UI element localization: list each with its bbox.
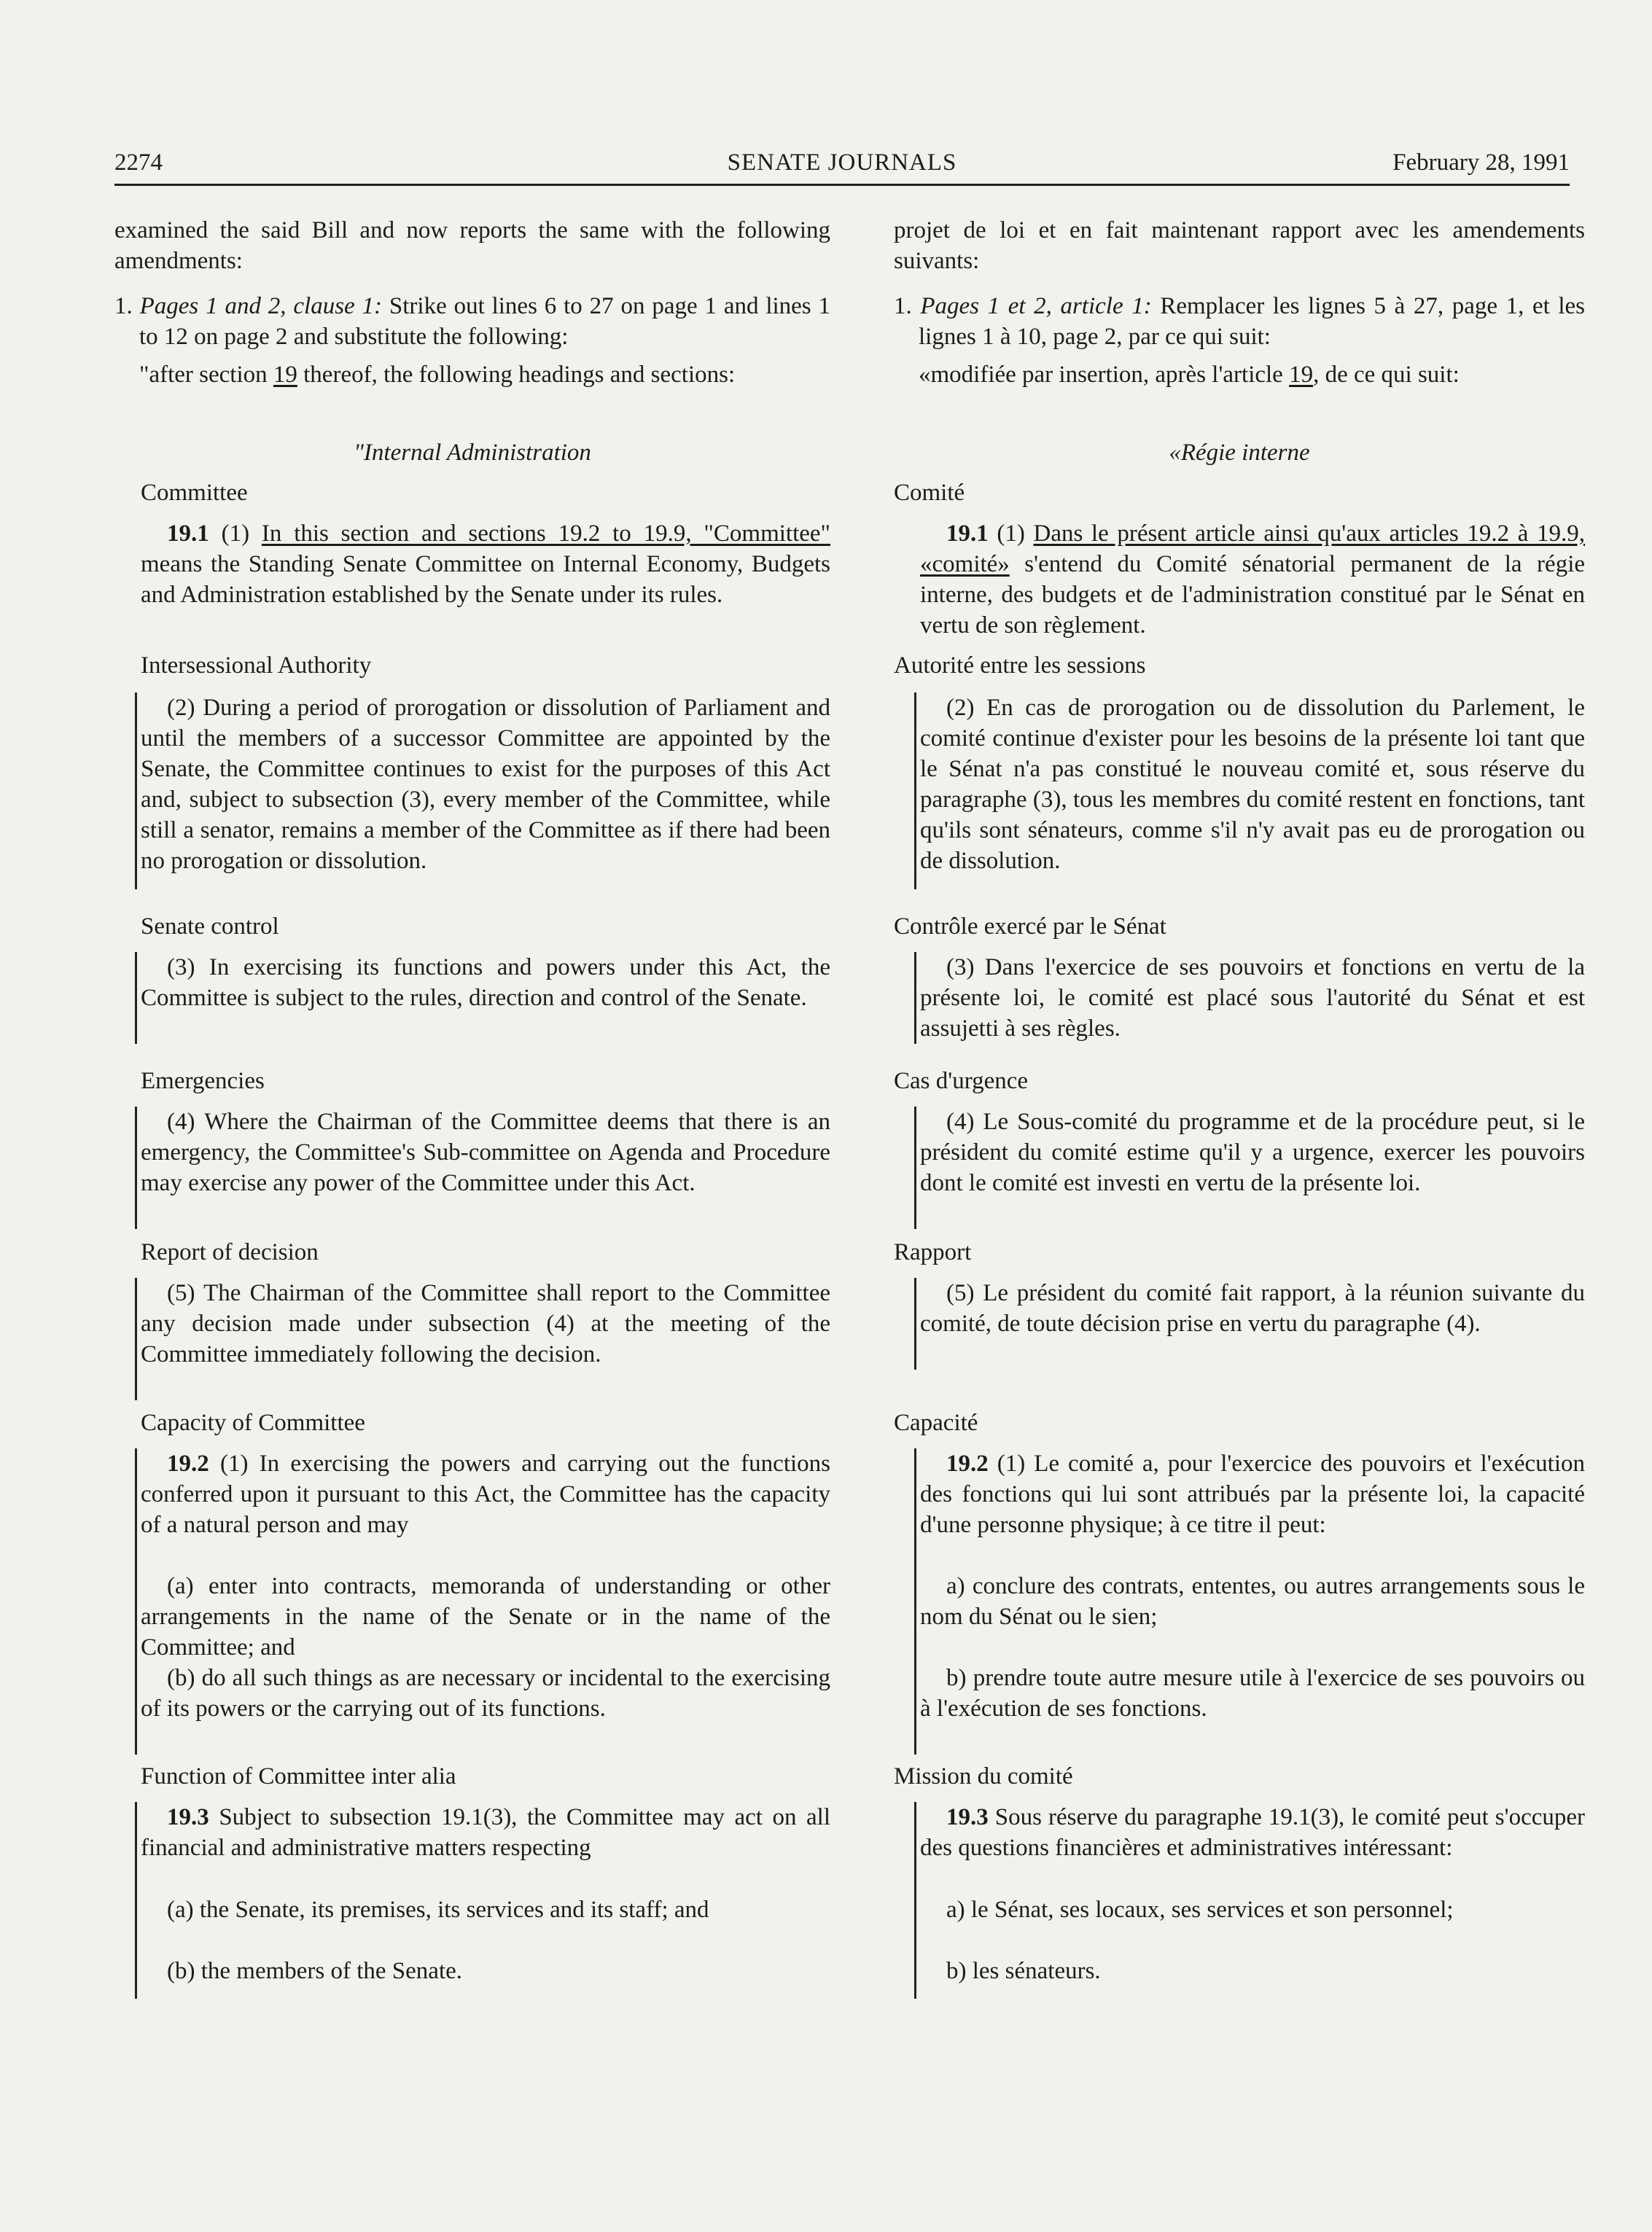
page-number: 2274 xyxy=(114,149,163,176)
subsection-2-fr: (2) En cas de prorogation ou de dissolution du Parlement, le comité continue d'exister pour les besoins de la présente loi tant que le Sénat n'a pas constitué le nouveau comité et, sous réserve du paragraphe (3), tous les membres du comité restent en fonctions, tant qu'ils sont sénateurs, comme s'il n'y avait pas eu de prorogation ou de dissolution. xyxy=(920,695,1585,874)
amendment-quote: "after section 19 thereof, the following headings and sections: xyxy=(139,362,736,388)
heading-report-fr: Rapport xyxy=(894,1239,972,1265)
section-19-1: 19.1 (1) In this section and sections 19.2 to 19.9, "Committee" means the Standing Senate Committee on Internal Economy, Budgets and Administration established by the Senate under its rules. xyxy=(141,520,831,608)
section-19-2-a: (a) enter into contracts, memoranda of understanding or other arrangements in the name of the Senate or in the name of the Committee; and xyxy=(141,1573,830,1661)
section-19-3-b: (b) the members of the Senate. xyxy=(167,1958,463,1984)
section-19-2-b: (b) do all such things as are necessary or incidental to the exercising of its powers or the carrying out of its functions. xyxy=(141,1665,830,1722)
heading-emergencies-fr: Cas d'urgence xyxy=(894,1068,1029,1094)
section-title: "Internal Administration xyxy=(354,440,591,466)
section-19-3-a: (a) the Senate, its premises, its services and its staff; and xyxy=(167,1897,709,1923)
amendment-instruction-fr: 1. Pages 1 et 2, article 1: Remplacer les lignes 5 à 27, page 1, et les lignes 1 à 10, page 2, par ce qui suit: xyxy=(894,293,1586,350)
heading-senate-control: Senate control xyxy=(141,913,279,940)
subsection-3: (3) In exercising its functions and powers under this Act, the Committee is subject to the rules, direction and control of the Senate. xyxy=(141,954,830,1011)
heading-intersessional: Intersessional Authority xyxy=(141,652,372,679)
section-19-1-fr: 19.1 (1) Dans le présent article ainsi qu'aux articles 19.2 à 19.9, «comité» s'entend du Comité sénatorial permanent de la régie interne, des budgets et de l'administration constitué par le Sénat en vertu de son règlement. xyxy=(920,520,1586,639)
section-19-3-fr: 19.3 Sous réserve du paragraphe 19.1(3), le comité peut s'occuper des questions financières et administratives intéressant: xyxy=(920,1804,1585,1861)
intro-text: examined the said Bill and now reports the same with the following amendments: xyxy=(114,217,830,274)
heading-emergencies: Emergencies xyxy=(141,1068,265,1094)
subsection-5: (5) The Chairman of the Committee shall report to the Committee any decision made under subsection (4) at the meeting of the Committee immediately following the decision. xyxy=(141,1280,830,1367)
section-19-2: 19.2 (1) In exercising the powers and carrying out the functions conferred upon it pursuant to this Act, the Committee has the capacity of a natural person and may xyxy=(141,1451,830,1538)
subsection-4-fr: (4) Le Sous-comité du programme et de la procédure peut, si le président du comité estime qu'il y a urgence, exercer les pouvoirs dont le comité est investi en vertu de la présente loi. xyxy=(920,1109,1585,1196)
heading-capacity-fr: Capacité xyxy=(894,1410,978,1436)
amendment-instruction: 1. Pages 1 and 2, clause 1: Strike out lines 6 to 27 on page 1 and lines 1 to 12 on page 2 and substitute the following: xyxy=(114,293,831,350)
amendment-quote-fr: «modifiée par insertion, après l'article 19, de ce qui suit: xyxy=(919,362,1460,388)
section-title-fr: «Régie interne xyxy=(1169,440,1310,466)
subsection-5-fr: (5) Le président du comité fait rapport, à la réunion suivante du comité, de toute décision prise en vertu du paragraphe (4). xyxy=(920,1280,1585,1337)
page-header xyxy=(114,147,1570,186)
subsection-3-fr: (3) Dans l'exercice de ses pouvoirs et fonctions en vertu de la présente loi, le comité est placé sous l'autorité du Sénat et est assujetti à ses règles. xyxy=(920,954,1585,1042)
section-19-3-b-fr: b) les sénateurs. xyxy=(946,1958,1101,1984)
heading-intersessional-fr: Autorité entre les sessions xyxy=(894,652,1146,679)
heading-committee-fr: Comité xyxy=(894,480,965,506)
heading-report: Report of decision xyxy=(141,1239,319,1265)
section-19-3-a-fr: a) le Sénat, ses locaux, ses services et son personnel; xyxy=(946,1897,1454,1923)
heading-committee: Committee xyxy=(141,480,248,506)
intro-text-fr: projet de loi et en fait maintenant rapport avec les amendements suivants: xyxy=(894,217,1585,274)
section-19-2-fr: 19.2 (1) Le comité a, pour l'exercice des pouvoirs et l'exécution des fonctions qui lui sont attribués par la présente loi, la capacité d'une personne physique; à ce titre il peut: xyxy=(920,1451,1585,1538)
subsection-4: (4) Where the Chairman of the Committee deems that there is an emergency, the Committee's Sub-committee on Agenda and Procedure may exercise any power of the Committee under this Act. xyxy=(141,1109,830,1196)
heading-function-fr: Mission du comité xyxy=(894,1763,1073,1790)
heading-senate-control-fr: Contrôle exercé par le Sénat xyxy=(894,913,1166,940)
heading-function: Function of Committee inter alia xyxy=(141,1763,456,1790)
subsection-2: (2) During a period of prorogation or dissolution of Parliament and until the members of a successor Committee are appointed by the Senate, the Committee continues to exist for the purposes of this Act and, subject to subsection (3), every member of the Committee, while still a senator, remains a member of the Committee as if there had been no prorogation or dissolution. xyxy=(141,695,830,874)
section-19-2-b-fr: b) prendre toute autre mesure utile à l'exercice de ses pouvoirs ou à l'exécution de ses fonctions. xyxy=(920,1665,1585,1722)
journal-date: February 28, 1991 xyxy=(1392,149,1570,176)
heading-capacity: Capacity of Committee xyxy=(141,1410,365,1436)
section-19-3: 19.3 Subject to subsection 19.1(3), the Committee may act on all financial and administrative matters respecting xyxy=(141,1804,831,1861)
section-19-2-a-fr: a) conclure des contrats, ententes, ou autres arrangements sous le nom du Sénat ou le sien; xyxy=(920,1573,1585,1630)
journal-title: SENATE JOURNALS xyxy=(727,149,957,176)
